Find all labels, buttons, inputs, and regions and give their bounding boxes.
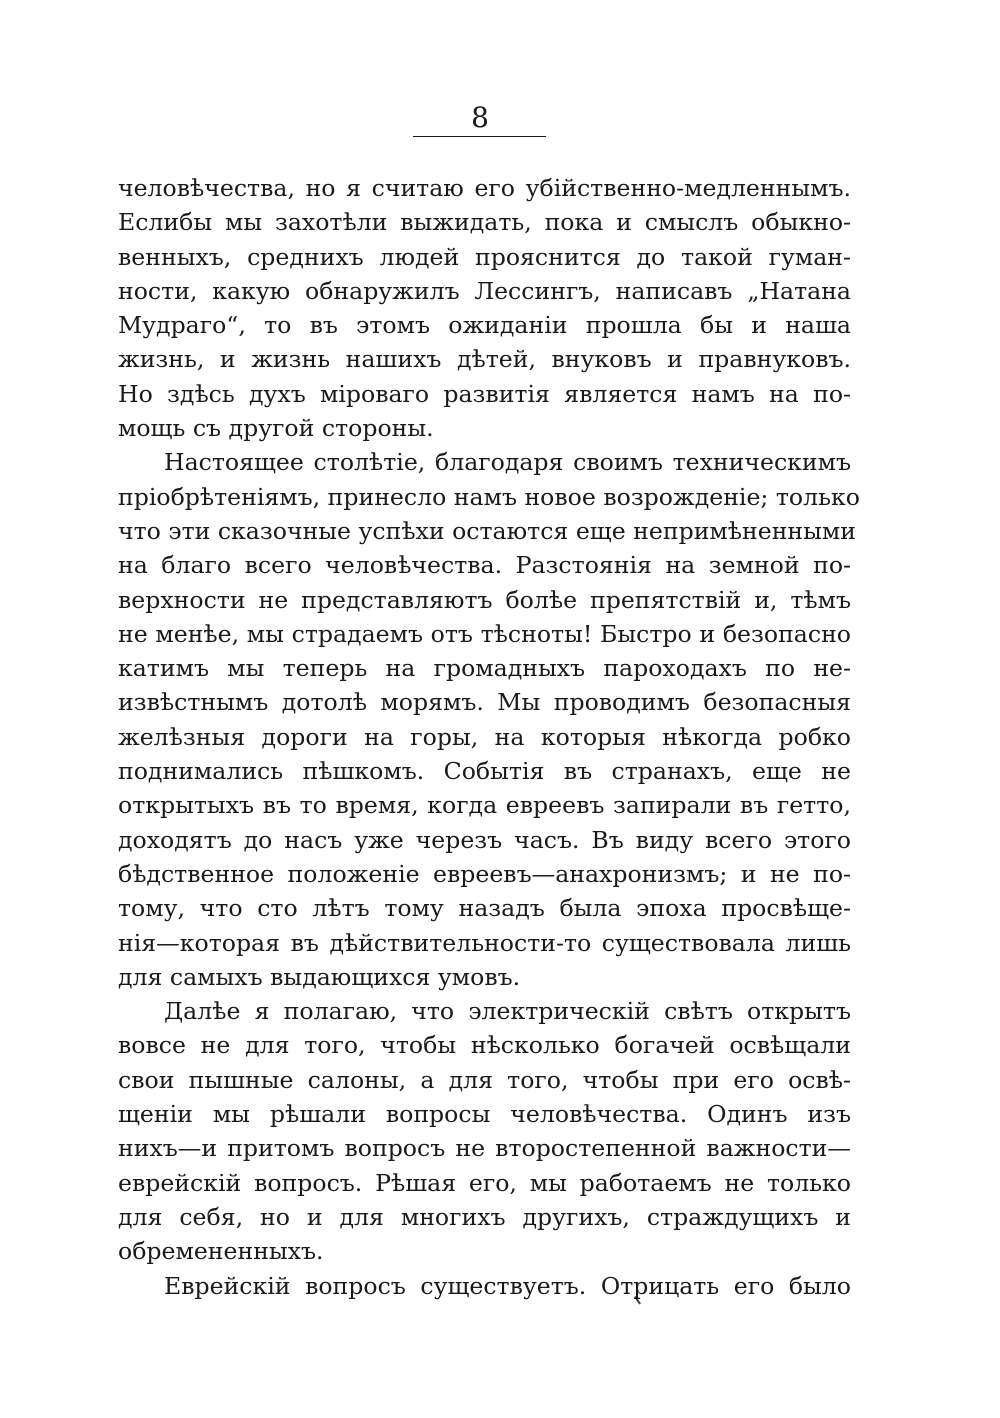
text-line: Но здѣсь духъ міроваго развитія является намъ на по-: [118, 379, 851, 408]
header-rule: [413, 136, 546, 137]
text-line: венныхъ, среднихъ людей прояснится до такой гуман-: [118, 242, 851, 271]
text-line: вовсе не для того, чтобы нѣсколько богачей освѣщали: [118, 1031, 851, 1060]
text-line: бѣдственное положеніе евреевъ—анахронизмъ; и не по-: [118, 859, 851, 888]
text-line: извѣстнымъ дотолѣ морямъ. Мы проводимъ безопасныя: [118, 688, 851, 717]
text-line: пріобрѣтеніямъ, принесло намъ новое возрожденіе; только: [118, 482, 860, 511]
text-line: открытыхъ въ то время, когда евреевъ запирали въ гетто,: [118, 791, 851, 820]
text-line: для себя, но и для многихъ другихъ, страждущихъ и: [118, 1202, 851, 1231]
text-line: Еврейскій вопросъ существуетъ. Отрицать его было: [164, 1271, 851, 1300]
text-line: еврейскій вопросъ. Рѣшая его, мы работаемъ не только: [118, 1168, 851, 1197]
text-line: человѣчества, но я считаю его убійственно-медленнымъ.: [118, 174, 851, 202]
page-number: 8: [471, 101, 489, 134]
text-line: жизнь, и жизнь нашихъ дѣтей, внуковъ и правнуковъ.: [118, 345, 851, 374]
body-text: [118, 171, 860, 1303]
text-line: обремененныхъ.: [118, 1237, 324, 1266]
text-line: не менѣе, мы страдаемъ отъ тѣсноты! Быстро и безопасно: [118, 619, 851, 648]
text-line: нихъ—и притомъ вопросъ не второстепенной важности—: [118, 1134, 851, 1163]
text-line: тому, что сто лѣтъ тому назадъ была эпоха просвѣще-: [118, 894, 851, 923]
text-line: для самыхъ выдающихся умовъ.: [118, 962, 521, 991]
text-line: Настоящее столѣтіе, благодаря своимъ техническимъ: [164, 448, 851, 477]
text-line: доходятъ до насъ уже черезъ часъ. Въ виду всего этого: [118, 825, 851, 854]
text-line: свои пышные салоны, а для того, чтобы при его освѣ-: [118, 1065, 851, 1094]
text-line: желѣзныя дороги на горы, на которыя нѣкогда робко: [118, 722, 851, 751]
text-line: Мудраго“, то въ этомъ ожиданіи прошла бы и наша: [118, 311, 851, 340]
text-line: верхности не представляютъ болѣе препятствій и, тѣмъ: [118, 585, 851, 614]
text-line: поднимались пѣшкомъ. Событія въ странахъ, еще не: [118, 757, 851, 786]
text-line: Далѣе я полагаю, что электрическій свѣтъ открытъ: [164, 997, 851, 1026]
text-line: ности, какую обнаружилъ Лессингъ, написавъ „Натана: [118, 276, 851, 305]
text-line: что эти сказочные успѣхи остаются еще непримѣненными: [118, 516, 856, 545]
text-line: нія—которая въ дѣйствительности-то существовала лишь: [118, 928, 851, 957]
text-line: щеніи мы рѣшали вопросы человѣчества. Одинъ изъ: [118, 1100, 851, 1129]
text-line: мощь съ другой стороны.: [118, 414, 434, 443]
text-line: Еслибы мы захотѣли выжидать, пока и смыслъ обыкно-: [118, 208, 851, 237]
text-line: на благо всего человѣчества. Разстоянія на земной по-: [118, 551, 851, 580]
text-line: катимъ мы теперь на громадныхъ пароходахъ по не-: [118, 654, 851, 683]
